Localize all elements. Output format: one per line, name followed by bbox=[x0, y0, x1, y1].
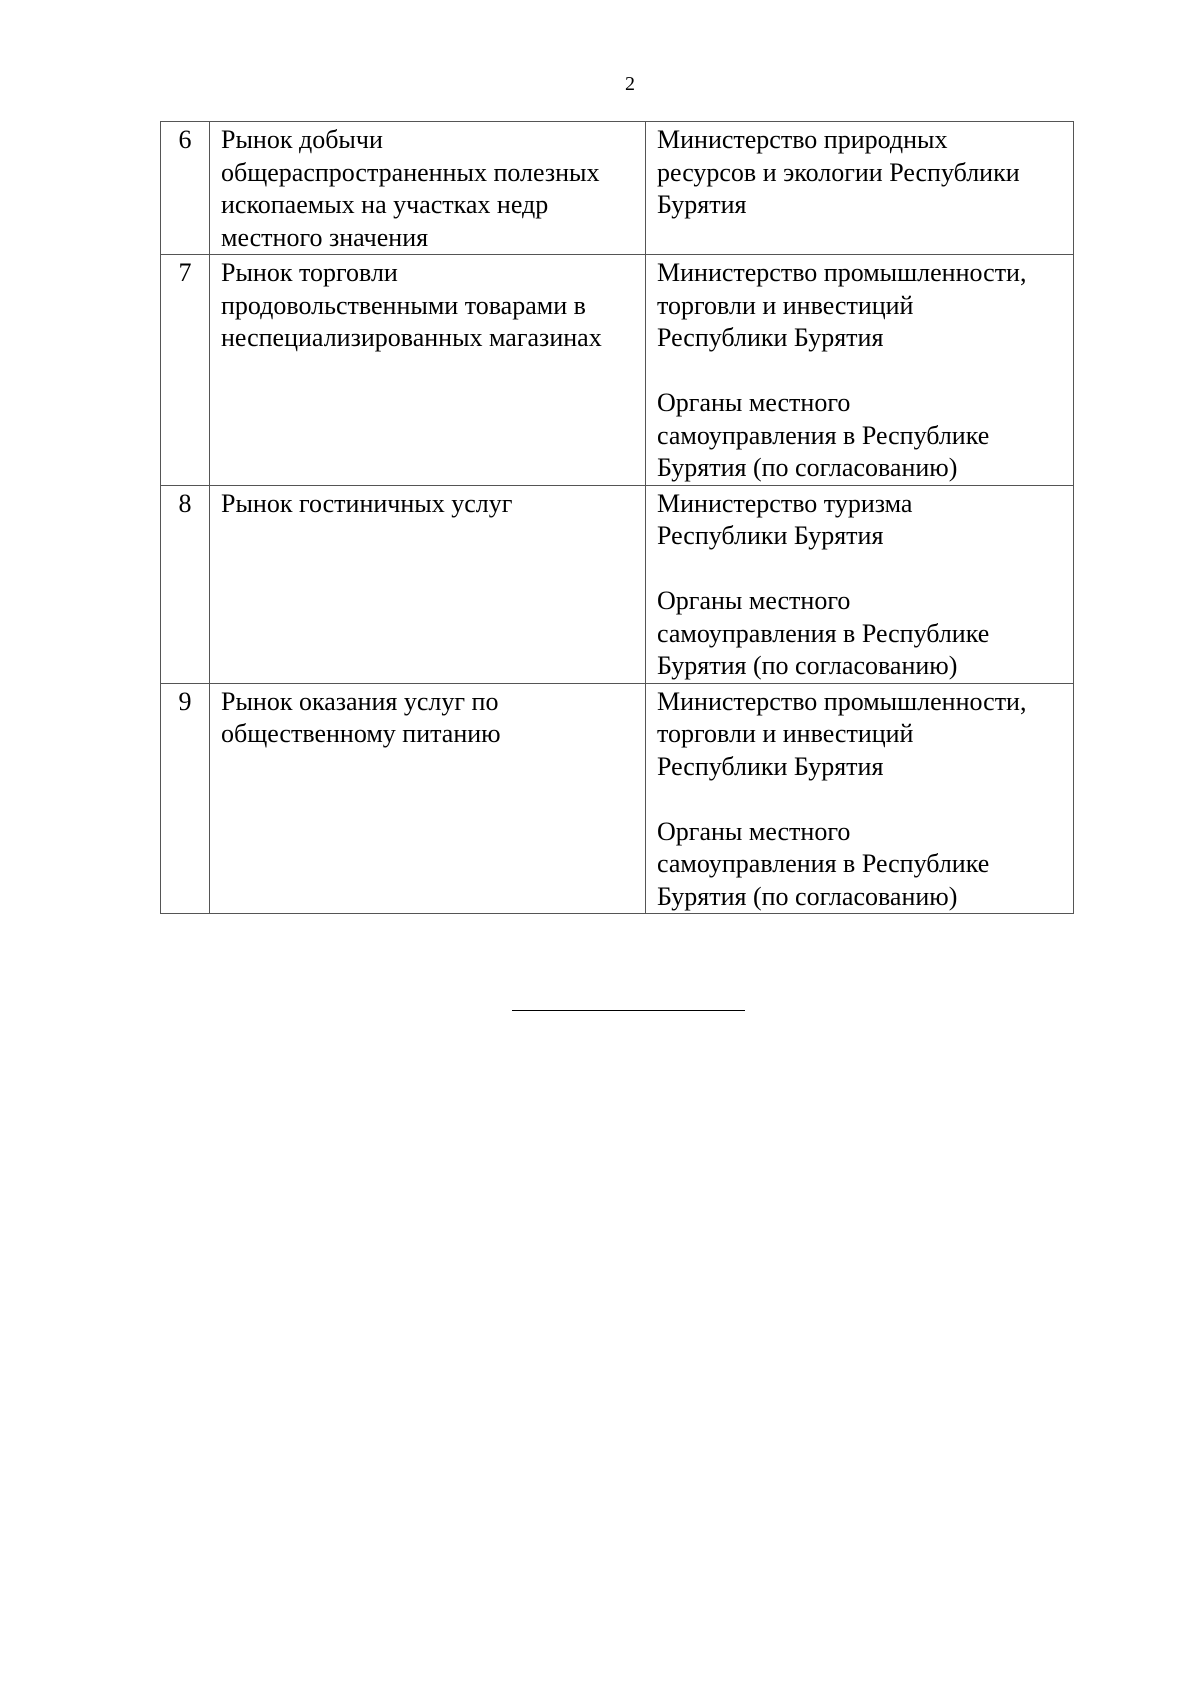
responsible-text: Министерство промышленности, торговли и инвестиций Республики Бурятия bbox=[657, 258, 1027, 352]
end-of-document-rule bbox=[512, 1010, 745, 1011]
market-name bbox=[210, 122, 646, 255]
markets-table bbox=[160, 121, 1074, 914]
market-name-text: Рынок оказания услуг по общественному питанию bbox=[221, 686, 501, 748]
responsible-text: Органы местного самоуправления в Республике Бурятия (по согласованию) bbox=[657, 586, 990, 680]
table-row bbox=[161, 255, 1074, 486]
page-number: 2 bbox=[625, 73, 635, 95]
responsible-text: Министерство промышленности, торговли и инвестиций Республики Бурятия bbox=[657, 686, 1027, 781]
responsible-authority bbox=[646, 122, 1074, 255]
row-number: 7 bbox=[161, 255, 210, 486]
responsible-authority bbox=[646, 485, 1074, 683]
row-number: 9 bbox=[161, 683, 210, 914]
market-name bbox=[210, 485, 646, 683]
responsible-text: Органы местного самоуправления в Республике Бурятия (по согласованию) bbox=[657, 388, 990, 482]
responsible-text: Министерство природных ресурсов и экологии Республики Бурятия bbox=[657, 125, 1020, 219]
row-number: 6 bbox=[161, 122, 210, 255]
responsible-authority bbox=[646, 683, 1074, 914]
responsible-text: Министерство туризма Республики Бурятия bbox=[657, 488, 913, 550]
market-name-text: Рынок добычи общераспространенных полезных ископаемых на участках недр местного значения bbox=[221, 125, 600, 252]
responsible-authority bbox=[646, 255, 1074, 486]
table-row bbox=[161, 683, 1074, 914]
responsible-text: Органы местного самоуправления в Республике Бурятия (по согласованию) bbox=[657, 816, 990, 911]
market-name bbox=[210, 255, 646, 486]
row-number: 8 bbox=[161, 485, 210, 683]
table-row bbox=[161, 122, 1074, 255]
market-name bbox=[210, 683, 646, 914]
market-name-text: Рынок гостиничных услуг bbox=[221, 488, 513, 518]
market-name-text: Рынок торговли продовольственными товарами в неспециализированных магазинах bbox=[221, 258, 602, 352]
table-row bbox=[161, 485, 1074, 683]
